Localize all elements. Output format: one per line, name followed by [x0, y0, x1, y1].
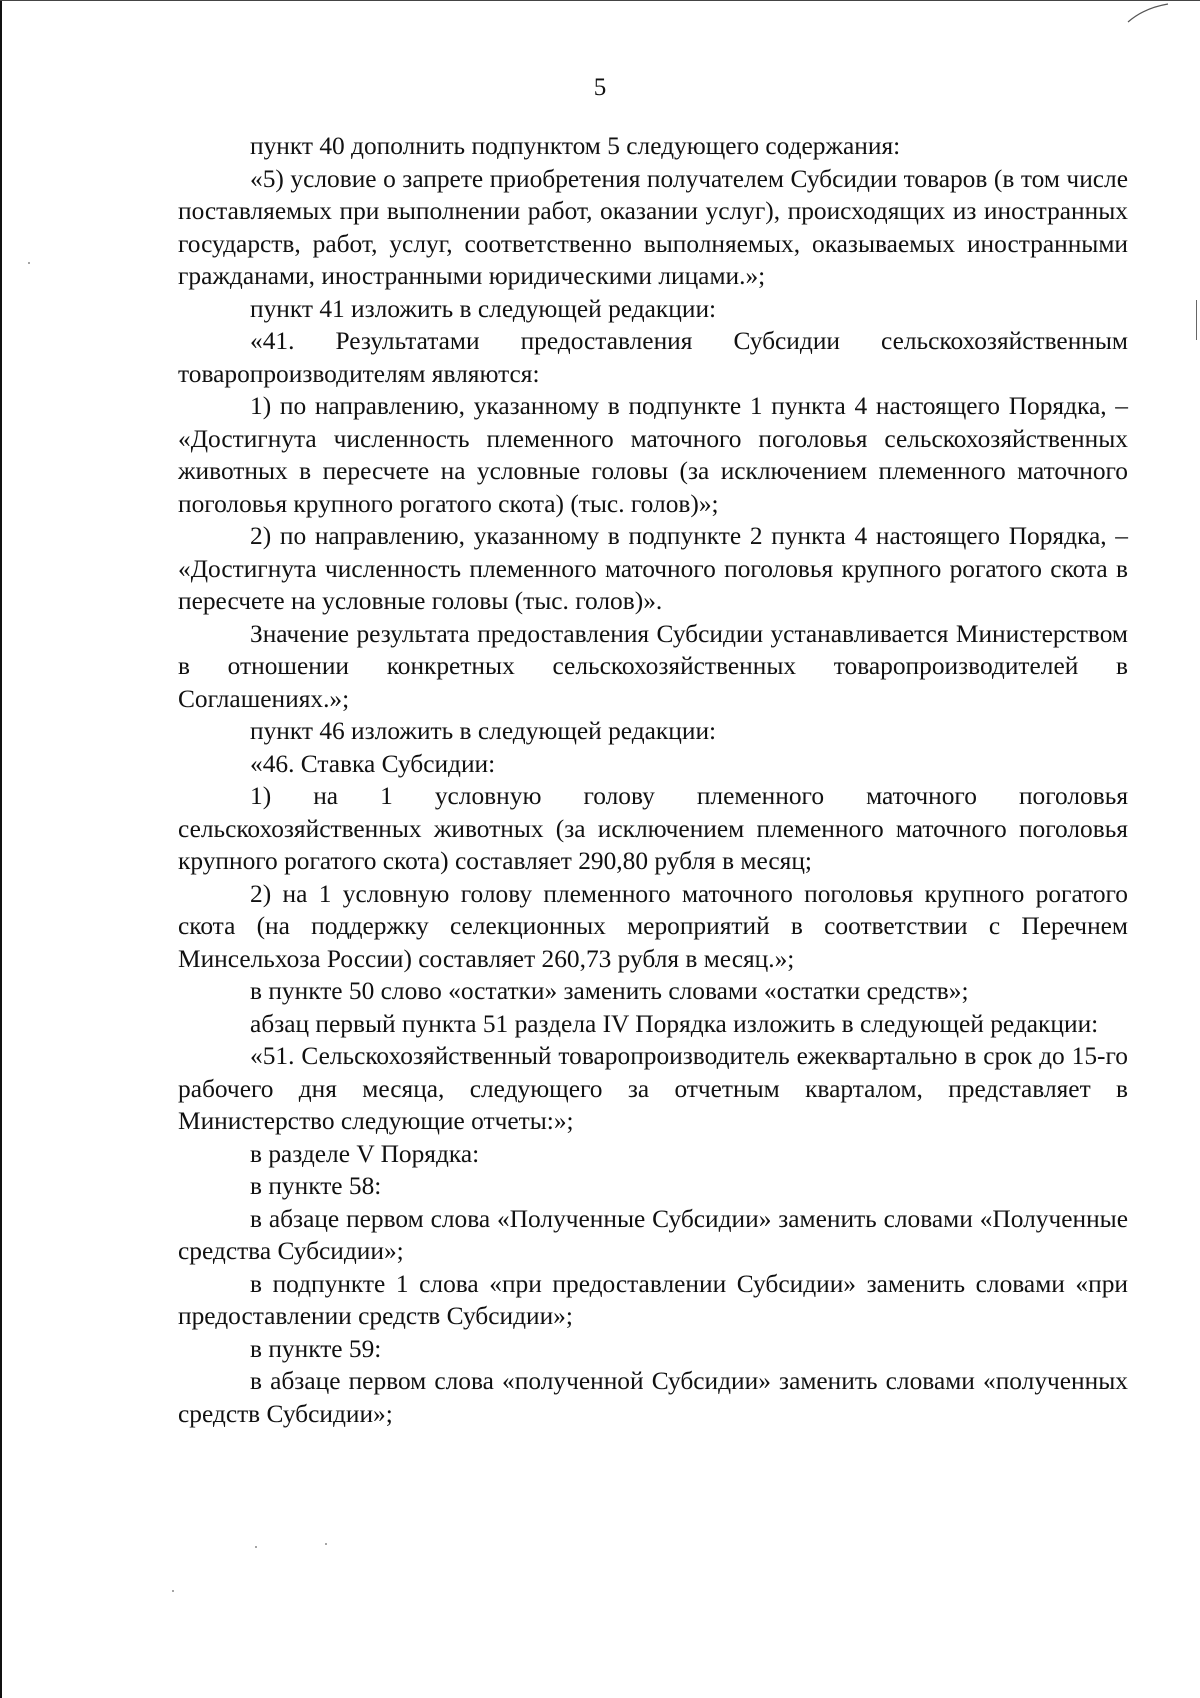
page-number: 5 — [593, 74, 607, 101]
paragraph: абзац первый пункта 51 раздела IV Порядка изложить в следующей редакции: — [250, 1009, 1099, 1038]
paragraph: в разделе V Порядка: — [250, 1139, 480, 1168]
paragraph: «41. Результатами предоставления Субсидии сельскохозяйственным товаропроизводителям являются: — [178, 327, 1128, 388]
paragraph: в абзаце первом слова «полученной Субсидии» заменить словами «полученных средств Субсидии»; — [178, 1367, 1128, 1428]
paragraph: пункт 41 изложить в следующей редакции: — [250, 294, 717, 323]
scan-edge-top — [0, 0, 1200, 1]
pen-stroke-mark — [1126, 2, 1170, 24]
paragraph: пункт 40 дополнить подпунктом 5 следующего содержания: — [250, 132, 901, 160]
scan-edge-right — [1196, 300, 1197, 340]
paragraph: 1) по направлению, указанному в подпункте 1 пункта 4 настоящего Порядка, – «Достигнута численность племенного маточного поголовья сельскохозяйственных животных в пересчете на условные головы (за исключением племенного маточного поголовья крупного рогатого скота) (тыс. голов)»; — [178, 392, 1128, 518]
paragraph: в пункте 50 слово «остатки» заменить словами «остатки средств»; — [250, 977, 969, 1005]
paragraph: Значение результата предоставления Субсидии устанавливается Министерством в отношении конкретных сельскохозяйственных товаропроизводителей в Соглашениях.»; — [178, 619, 1128, 713]
paragraph: 2) по направлению, указанному в подпункте 2 пункта 4 настоящего Порядка, – «Достигнута численность племенного маточного поголовья крупного рогатого скота в пересчете на условные головы (тыс. голов)». — [178, 522, 1128, 615]
paragraph: в пункте 59: — [250, 1334, 382, 1363]
document-body — [178, 130, 1128, 1430]
paragraph: в абзаце первом слова «Полученные Субсидии» заменить словами «Полученные средства Субсидии»; — [178, 1204, 1128, 1265]
scan-speck — [28, 262, 30, 264]
scan-speck — [172, 1590, 174, 1592]
paragraph: 2) на 1 условную голову племенного маточного поголовья крупного рогатого скота (на поддержку селекционных мероприятий в соответствии с Перечнем Минсельхоза России) составляет 260,73 рубля в месяц.»; — [178, 879, 1128, 973]
scan-speck — [255, 1546, 257, 1548]
paragraph: пункт 46 изложить в следующей редакции: — [250, 717, 717, 745]
paragraph: 1) на 1 условную голову племенного маточного поголовья сельскохозяйственных животных (за исключением племенного маточного поголовья крупного рогатого скота) составляет 290,80 рубля в месяц; — [178, 782, 1128, 875]
paragraph: «5) условие о запрете приобретения получателем Субсидии товаров (в том числе поставляемых при выполнении работ, оказании услуг), происходящих из иностранных государств, работ, услуг, соответственно выполняемых, оказываемых иностранными гражданами, иностранными юридическими лицами.»; — [178, 164, 1128, 290]
paragraph: «51. Сельскохозяйственный товаропроизводитель ежеквартально в срок до 15-го рабочего дня месяца, следующего за отчетным кварталом, представляет в Министерство следующие отчеты:»; — [178, 1042, 1128, 1135]
scan-speck — [325, 1543, 327, 1545]
scan-edge-left — [0, 0, 2, 1698]
paragraph: в подпункте 1 слова «при предоставлении Субсидии» заменить словами «при предоставлении средств Субсидии»; — [178, 1269, 1128, 1330]
paragraph: в пункте 58: — [250, 1172, 382, 1200]
paragraph: «46. Ставка Субсидии: — [250, 749, 496, 778]
